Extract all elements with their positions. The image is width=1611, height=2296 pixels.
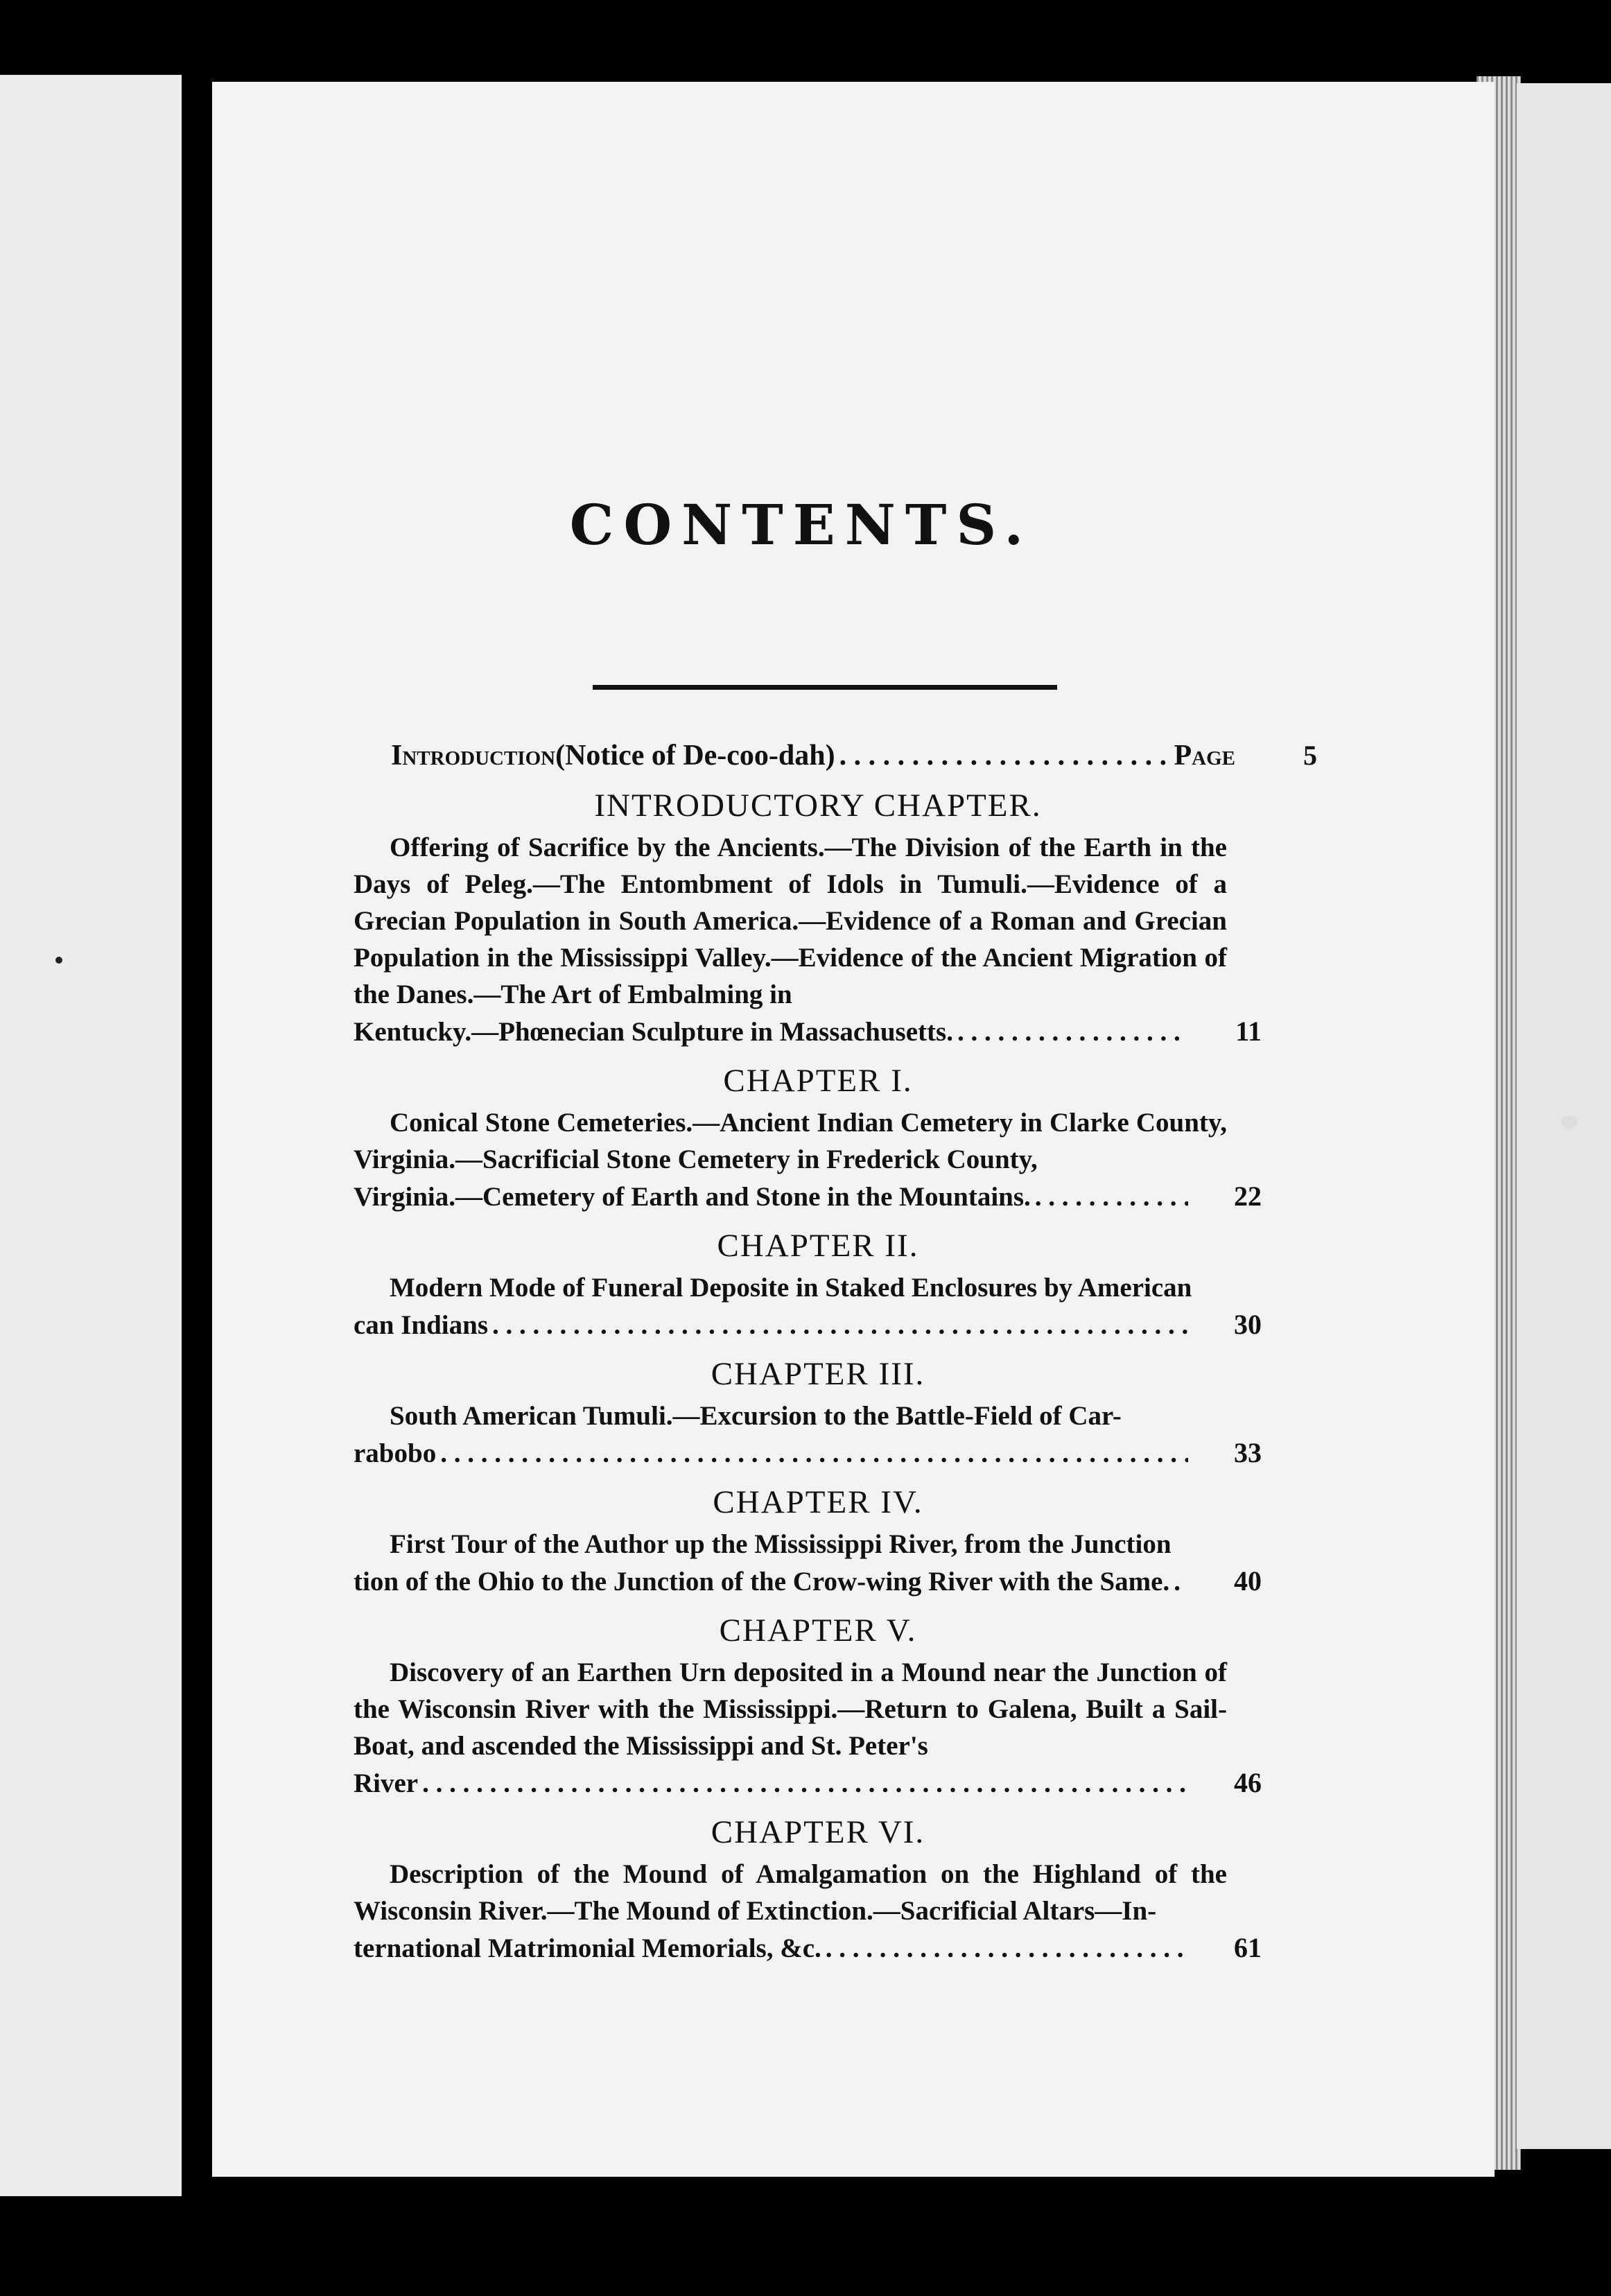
chapter-heading: CHAPTER I. (723, 1063, 913, 1099)
dot-leader (440, 1435, 1188, 1472)
chapter-description: Modern Mode of Funeral Deposite in Staked Enclosures by American (390, 1273, 1192, 1303)
chapter-heading: CHAPTER IV. (713, 1484, 923, 1520)
page-label: Page (1174, 740, 1235, 772)
page-number: 33 (1234, 1437, 1262, 1468)
scan-speck (1561, 1116, 1578, 1129)
introduction-entry (354, 735, 1317, 776)
chapter-description-last-line (354, 1929, 1262, 1967)
chapter-heading: CHAPTER VI. (711, 1814, 925, 1850)
chapter-description-end: can Indians (354, 1310, 489, 1340)
chapter-entry (354, 1057, 1289, 1215)
dot-leader (492, 1307, 1188, 1343)
chapter-description-last-line (354, 1178, 1262, 1215)
chapter-description-end: ternational Matrimonial Memorials, &c. (354, 1933, 821, 1963)
chapter-heading: INTRODUCTORY CHAPTER. (594, 788, 1042, 824)
dot-leader (422, 1765, 1188, 1802)
chapter-description-last-line (354, 1563, 1262, 1600)
dot-leader (1035, 1179, 1188, 1215)
chapter-description-last-line (354, 1434, 1262, 1472)
chapter-entry (354, 1222, 1289, 1343)
page-number: 61 (1234, 1932, 1262, 1963)
chapter-entry (354, 782, 1289, 1050)
chapter-description-last-line (354, 1764, 1262, 1802)
chapter-description-end: Virginia.—Cemetery of Earth and Stone in the Mountains. (354, 1182, 1031, 1212)
chapter-description-end: rabobo (354, 1438, 437, 1468)
page-number: 22 (1234, 1181, 1262, 1212)
chapter-entry (354, 1809, 1289, 1967)
chapter-description-last-line (354, 1013, 1262, 1050)
introduction-text: (Notice of De-coo-dah) (555, 740, 835, 772)
chapter-description-end: Kentucky.—Phœnecian Sculpture in Massachusetts. (354, 1017, 953, 1047)
page-number: 5 (1303, 740, 1317, 771)
chapter-entry (354, 1350, 1289, 1472)
page-number: 40 (1234, 1565, 1262, 1597)
chapter-description-last-line (354, 1306, 1262, 1343)
chapter-description: Conical Stone Cemeteries.—Ancient Indian Cemetery in Clarke County, Virginia.—Sacrificial Stone Cemetery in Frederick County, (354, 1108, 1227, 1174)
scan-speck (55, 957, 62, 964)
page-number: 11 (1235, 1016, 1262, 1047)
contents-list (354, 735, 1317, 1974)
chapter-description: South American Tumuli.—Excursion to the Battle-Field of Car- (390, 1401, 1122, 1431)
chapter-heading: CHAPTER II. (717, 1228, 919, 1264)
chapter-heading: CHAPTER V. (719, 1612, 917, 1649)
dot-leader (826, 1930, 1188, 1967)
page-number: 46 (1234, 1767, 1262, 1798)
chapter-description: Offering of Sacrifice by the Ancients.—The Division of the Earth in the Days of Peleg.—The Entombment of Idols in Tumuli.—Evidence of a Grecian Population in South America.—Evidence of a Roman and Grecian Population in the Mississippi Valley.—Evidence of the Ancient Migration of the Danes.—The Art of Embalming in (354, 833, 1227, 1009)
chapter-description: Discovery of an Earthen Urn deposited in a Mound near the Junction of the Wisconsin River with the Mississippi.—Return to Galena, Built a Sail-Boat, and ascended the Mississippi and St. Peter's (354, 1658, 1227, 1761)
chapter-heading: CHAPTER III. (711, 1356, 925, 1392)
introduction-label: Introduction (391, 740, 556, 772)
dot-leader (957, 1014, 1188, 1050)
dot-leader (839, 735, 1170, 776)
chapter-description-end: River (354, 1768, 419, 1798)
chapter-description: First Tour of the Author up the Mississippi River, from the Junction (390, 1529, 1172, 1559)
chapter-entry (354, 1479, 1289, 1600)
book-edge (1517, 83, 1611, 2149)
dot-leader (1174, 1563, 1188, 1600)
chapter-entry (354, 1607, 1289, 1802)
page-title: CONTENTS. (569, 492, 1034, 557)
chapter-description-end: tion of the Ohio to the Junction of the Crow-wing River with the Same. (354, 1567, 1170, 1597)
title-rule (593, 685, 1057, 690)
chapter-description: Description of the Mound of Amalgamation on the Highland of the Wisconsin River.—The Mound of Extinction.—Sacrificial Altars—In- (354, 1859, 1227, 1926)
facing-page-edge (0, 75, 182, 2196)
page-number: 30 (1234, 1309, 1262, 1340)
